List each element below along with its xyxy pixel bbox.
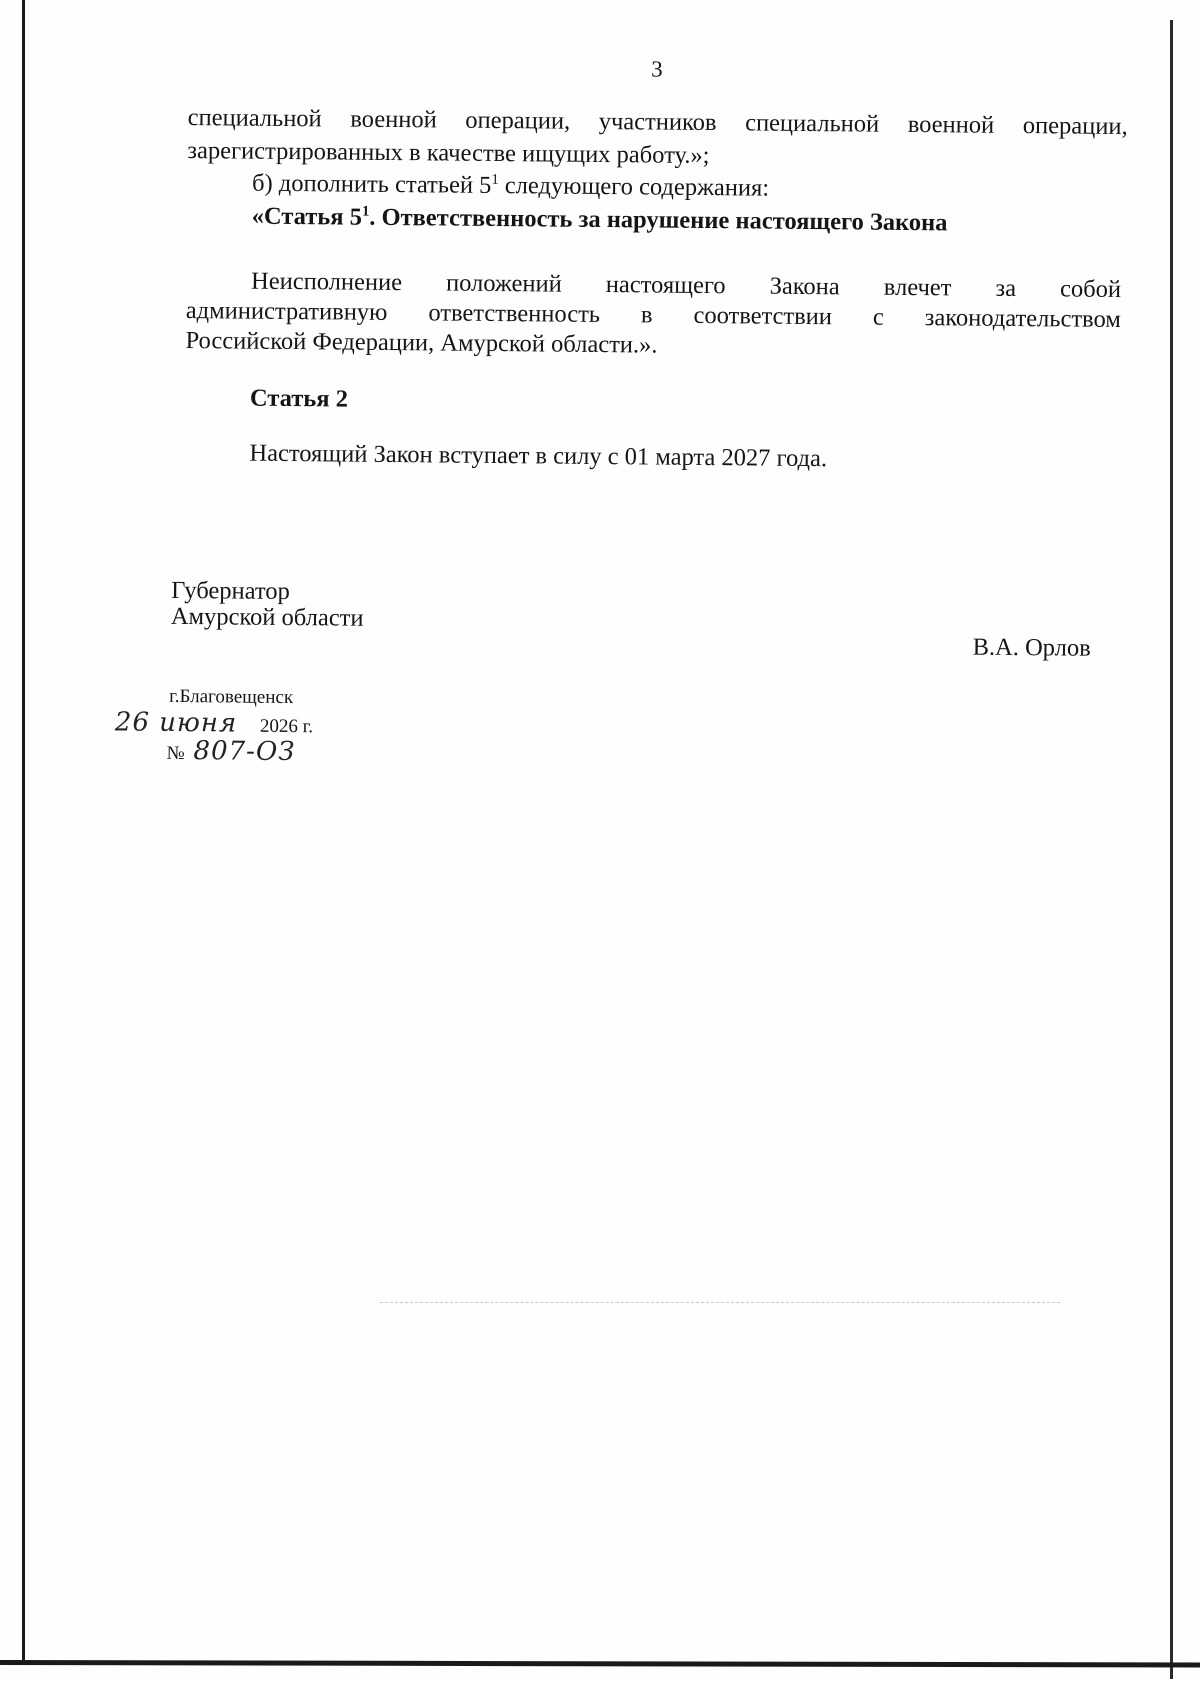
date-year: 2026 г. — [259, 715, 314, 738]
signature-title — [171, 578, 364, 632]
item-b-rest: следующего содержания: — [498, 172, 770, 202]
item-b — [252, 169, 1132, 206]
article-2-text: Настоящий Закон вступает в силу с 01 марта 2027 года. — [249, 439, 828, 473]
article-2-heading: Статья 2 — [249, 384, 349, 413]
item-b-text: б) дополнить статьей 5 — [251, 169, 492, 199]
handwritten-date: 26 июня — [114, 707, 238, 739]
place-of-signing: г.Благовещенск — [169, 685, 294, 709]
article-5-1-heading — [252, 203, 948, 238]
paragraph-line-2: административную ответственность в соответствии с законодательством — [185, 297, 1121, 333]
paragraph-line-1: Неисполнение положений настоящего Закона влечет за собой — [250, 267, 1122, 303]
article-heading-superscript: 1 — [361, 203, 370, 220]
page-number: 3 — [651, 56, 663, 82]
body-line-2: зарегистрированных в качестве ищущих работу.»; — [187, 137, 710, 170]
handwritten-number: 807-ОЗ — [193, 736, 296, 768]
number-sign: № — [166, 742, 185, 765]
signature-title-line-2: Амурской области — [170, 602, 364, 632]
date-line — [115, 707, 314, 739]
item-b-superscript: 1 — [491, 171, 499, 188]
document-number-line — [166, 736, 295, 767]
body-line-1: специальной военной операции, участников специальной военной операции, — [187, 104, 1128, 141]
paragraph-line-3: Российской Федерации, Амурской области.». — [185, 327, 658, 359]
signature-title-line-1: Губернатор — [171, 576, 290, 606]
article-heading-pre: «Статья 5 — [251, 202, 363, 231]
article-heading-post: . Ответственность за нарушение настоящего Закона — [369, 203, 948, 237]
signatory-name: В.А. Орлов — [972, 633, 1091, 662]
